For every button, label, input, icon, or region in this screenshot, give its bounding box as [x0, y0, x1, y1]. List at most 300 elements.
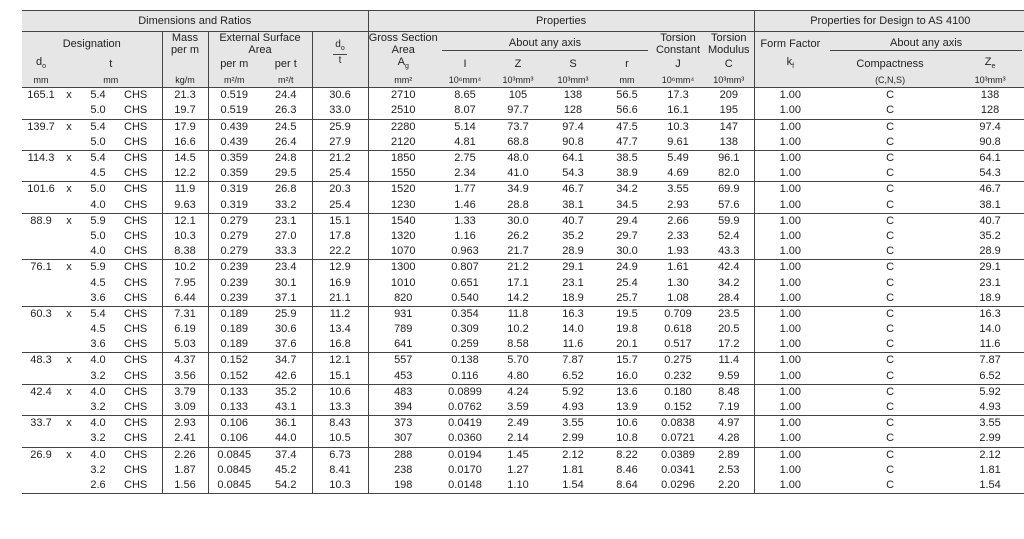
cell-j: 0.517 — [664, 338, 692, 351]
cell-compactness: C — [826, 213, 954, 229]
cell-area-per-m: 0.279 — [208, 213, 260, 229]
cell-ratio: 10.3 — [312, 478, 368, 494]
cell-c: 23.5 — [704, 306, 754, 322]
cell-ratio: 12.9 — [312, 260, 368, 276]
cell-compactness: C — [886, 89, 895, 102]
cell-t: 5.0 — [90, 135, 106, 148]
cell-mass: 3.09 — [162, 400, 208, 416]
cell-j: 16.1 — [667, 104, 689, 117]
cell-type: CHS — [124, 229, 148, 242]
table-row — [22, 150, 1024, 166]
cell-area-per-m: 0.0845 — [208, 447, 260, 463]
cell-ratio: 15.1 — [312, 213, 368, 229]
cell-ze: 128 — [980, 104, 1000, 117]
cell-compactness: C — [886, 323, 895, 336]
table-row — [22, 463, 1024, 478]
cell-compactness: C — [886, 401, 895, 414]
cell-area-per-t: 25.9 — [260, 306, 312, 322]
per-t-header: per t — [260, 56, 312, 73]
cell-area-per-m: 0.152 — [208, 369, 260, 385]
designation-header: Designation — [22, 32, 162, 57]
cell-s: 35.2 — [562, 229, 584, 242]
cell-ratio: 25.9 — [312, 119, 368, 135]
cell-ratio: 13.3 — [312, 400, 368, 416]
unit-i: 10⁶mm⁴ — [438, 73, 492, 88]
cell-mass: 10.2 — [162, 260, 208, 276]
cell-area-per-m: 0.439 — [208, 119, 260, 135]
cell-j: 5.49 — [652, 150, 704, 166]
cell-ze: 2.12 — [954, 447, 1024, 463]
per-m-header: per m — [208, 56, 260, 73]
cell-type: CHS — [118, 384, 162, 400]
cell-r: 29.7 — [616, 229, 638, 242]
cell-z: 8.58 — [507, 338, 529, 351]
cell-ratio: 15.1 — [312, 369, 368, 385]
cell-t: 5.4 — [78, 150, 118, 166]
cell-i: 4.81 — [454, 135, 476, 148]
cell-mass: 1.87 — [162, 463, 208, 478]
cell-area-per-t: 43.1 — [275, 401, 297, 414]
cell-i: 2.34 — [454, 167, 476, 180]
cell-do — [22, 135, 60, 151]
cell-i: 0.0899 — [438, 384, 492, 400]
cell-compactness: C — [886, 432, 895, 445]
cell-x: x — [60, 119, 78, 135]
cell-z: 17.1 — [507, 276, 529, 289]
cell-i: 1.77 — [438, 182, 492, 198]
cell-j: 1.93 — [667, 245, 689, 258]
cell-s: 40.7 — [544, 213, 602, 229]
unit-s: 10³mm³ — [544, 73, 602, 88]
cell-compactness: C — [886, 135, 895, 148]
sym-ag: $A_g$ — [368, 56, 438, 73]
cell-type: CHS — [118, 478, 162, 494]
about-axis-design-header: About any axis — [826, 32, 1024, 57]
cell-area-per-t: 37.4 — [260, 447, 312, 463]
cell-j: 0.0296 — [652, 478, 704, 494]
cell-area-per-m: 0.359 — [208, 150, 260, 166]
cell-compactness: C — [826, 260, 954, 276]
cell-compactness: C — [886, 291, 895, 304]
unit-ag: mm² — [368, 73, 438, 88]
cell-z: 28.8 — [507, 198, 529, 211]
cell-x: x — [66, 89, 72, 102]
cell-ag: 1520 — [368, 182, 438, 198]
unit-j: 10⁶mm⁴ — [652, 73, 704, 88]
cell-area-per-t: 30.1 — [275, 276, 297, 289]
cell-type: CHS — [124, 135, 148, 148]
cell-ze: 46.7 — [954, 182, 1024, 198]
cell-c: 57.6 — [718, 198, 740, 211]
cell-t: 5.4 — [78, 306, 118, 322]
cell-j: 0.0389 — [652, 447, 704, 463]
table-row — [22, 447, 1024, 463]
cell-kf: 1.00 — [754, 447, 826, 463]
cell-mass: 7.95 — [162, 275, 208, 290]
cell-do: 26.9 — [22, 447, 60, 463]
cell-area-per-m: 0.106 — [208, 416, 260, 432]
cell-kf: 1.00 — [754, 306, 826, 322]
cell-area-per-t: 27.0 — [275, 229, 297, 242]
cell-ze: 6.52 — [979, 369, 1001, 382]
cell-i: 1.46 — [454, 198, 476, 211]
cell-area-per-m: 0.319 — [208, 198, 260, 214]
ratio-numerator: $d_o$ — [333, 39, 346, 55]
cell-do: 33.7 — [22, 416, 60, 432]
cell-ag: 238 — [368, 463, 438, 478]
cell-z: 105 — [508, 89, 528, 102]
cell-mass: 7.31 — [162, 306, 208, 322]
cell-ag: 1850 — [368, 150, 438, 166]
cell-r: 15.7 — [602, 353, 652, 369]
cell-s: 128 — [563, 104, 583, 117]
cell-compactness: C — [886, 338, 895, 351]
cell-s: 4.93 — [562, 401, 584, 414]
cell-compactness: C — [826, 150, 954, 166]
cell-c: 20.5 — [718, 323, 740, 336]
cell-ze: 64.1 — [954, 150, 1024, 166]
cell-area-per-t: 37.6 — [275, 338, 297, 351]
cell-j: 10.3 — [652, 119, 704, 135]
cell-t: 3.2 — [90, 369, 106, 382]
cell-mass: 19.7 — [162, 103, 208, 119]
cell-ze: 2.99 — [979, 432, 1001, 445]
cell-type: CHS — [124, 401, 148, 414]
cell-area-per-m: 0.239 — [208, 291, 260, 307]
cell-kf: 1.00 — [754, 166, 826, 182]
cell-c: 11.4 — [704, 353, 754, 369]
cell-do: 48.3 — [22, 353, 60, 369]
cell-t: 4.5 — [90, 276, 106, 289]
cell-ze: 11.6 — [979, 338, 1001, 351]
table-row — [22, 182, 1024, 198]
cell-do — [22, 166, 60, 182]
cell-ze: 90.8 — [979, 135, 1001, 148]
cell-i: 5.14 — [438, 119, 492, 135]
cell-ratio: 30.6 — [312, 88, 368, 104]
cell-s: 2.12 — [544, 447, 602, 463]
cell-r: 47.7 — [616, 135, 638, 148]
cell-do: 165.1 — [27, 89, 55, 102]
cell-r: 19.8 — [616, 323, 638, 336]
cell-ratio: 8.43 — [312, 416, 368, 432]
sym-ze: $Z_e$ — [954, 56, 1024, 73]
cell-j: 0.152 — [664, 401, 692, 414]
cell-ag: 2710 — [368, 88, 438, 104]
cell-type: CHS — [118, 182, 162, 198]
cell-s: 2.99 — [562, 432, 584, 445]
cell-z: 10.2 — [507, 323, 529, 336]
cell-s: 97.4 — [544, 119, 602, 135]
cell-ze: 3.55 — [954, 416, 1024, 432]
cell-z: 1.45 — [492, 447, 544, 463]
cell-x: x — [60, 306, 78, 322]
cell-j: 0.180 — [652, 384, 704, 400]
unit-kf — [754, 73, 826, 88]
table-row — [22, 198, 1024, 214]
cell-kf: 1.00 — [754, 400, 826, 416]
cell-z: 21.7 — [507, 245, 529, 258]
cell-area-per-t: 33.2 — [275, 198, 297, 211]
cell-t: 3.2 — [90, 401, 106, 414]
cell-ze: 40.7 — [954, 213, 1024, 229]
cell-r: 13.9 — [616, 401, 638, 414]
cell-do — [22, 463, 60, 478]
cell-t: 5.9 — [78, 213, 118, 229]
table-row — [22, 260, 1024, 276]
cell-t: 4.0 — [78, 384, 118, 400]
cell-c: 8.48 — [704, 384, 754, 400]
cell-mass: 2.93 — [162, 416, 208, 432]
cell-x — [60, 198, 78, 214]
cell-kf: 1.00 — [754, 369, 826, 385]
cell-ze: 18.9 — [979, 291, 1001, 304]
cell-ratio: 20.3 — [312, 182, 368, 198]
cell-area-per-m: 0.152 — [208, 353, 260, 369]
table-body — [22, 88, 1024, 494]
cell-ag: 1010 — [368, 275, 438, 290]
torsion-constant-header: Torsion Constant — [652, 32, 704, 57]
cell-ag: 2510 — [368, 103, 438, 119]
cell-i: 0.0194 — [438, 447, 492, 463]
cell-type: CHS — [118, 150, 162, 166]
cell-j: 2.93 — [667, 198, 689, 211]
cell-x — [60, 166, 78, 182]
table-row — [22, 384, 1024, 400]
cell-ag: 557 — [368, 353, 438, 369]
cell-j: 9.61 — [667, 135, 689, 148]
cell-area-per-m: 0.133 — [208, 400, 260, 416]
cell-i: 0.0148 — [438, 478, 492, 494]
cell-z: 3.59 — [507, 401, 529, 414]
cell-x: x — [60, 150, 78, 166]
cell-mass: 17.9 — [162, 119, 208, 135]
cell-x — [60, 135, 78, 151]
cell-ratio: 13.4 — [312, 322, 368, 337]
cell-mass: 6.19 — [162, 322, 208, 337]
table-row — [22, 416, 1024, 432]
cell-kf: 1.00 — [754, 260, 826, 276]
cell-kf: 1.00 — [754, 103, 826, 119]
cell-j: 2.66 — [652, 213, 704, 229]
cell-ag: 820 — [368, 291, 438, 307]
cell-c: 82.0 — [718, 167, 740, 180]
cell-kf: 1.00 — [754, 198, 826, 214]
unit-mass: kg/m — [162, 73, 208, 88]
table-row — [22, 229, 1024, 244]
cell-ze: 97.4 — [954, 119, 1024, 135]
cell-i: 0.651 — [451, 276, 479, 289]
cell-c: 147 — [704, 119, 754, 135]
cell-r: 56.6 — [616, 104, 638, 117]
cell-compactness: C — [886, 229, 895, 242]
cell-do — [22, 229, 60, 244]
table-row — [22, 337, 1024, 353]
cell-t: 5.0 — [90, 104, 106, 117]
cell-t: 3.6 — [90, 338, 106, 351]
cell-z: 30.0 — [492, 213, 544, 229]
cell-z: 97.7 — [507, 104, 529, 117]
cell-kf: 1.00 — [754, 150, 826, 166]
cell-x: x — [60, 260, 78, 276]
cell-t: 5.4 — [90, 89, 106, 102]
cell-j: 1.61 — [652, 260, 704, 276]
cell-z: 34.9 — [492, 182, 544, 198]
cell-type: CHS — [118, 306, 162, 322]
cell-r: 10.8 — [616, 432, 638, 445]
cell-ag: 1550 — [368, 166, 438, 182]
cell-j: 3.55 — [652, 182, 704, 198]
cell-compactness: C — [886, 198, 895, 211]
cell-type: CHS — [124, 245, 148, 258]
cell-x — [60, 244, 78, 260]
cell-compactness: C — [826, 416, 954, 432]
cell-z: 11.8 — [492, 306, 544, 322]
cell-s: 29.1 — [544, 260, 602, 276]
cell-t: 4.0 — [90, 198, 106, 211]
table-header — [22, 11, 1024, 88]
cell-area-per-t: 54.2 — [260, 478, 312, 494]
cell-area-per-m: 0.0845 — [208, 478, 260, 494]
cell-z: 68.8 — [507, 135, 529, 148]
cell-compactness: C — [886, 167, 895, 180]
cell-j: 0.618 — [664, 323, 692, 336]
cell-t: 2.6 — [78, 478, 118, 494]
cell-x: x — [60, 182, 78, 198]
cell-c: 69.9 — [704, 182, 754, 198]
cell-t: 5.4 — [78, 119, 118, 135]
cell-do — [22, 431, 60, 447]
cell-do — [22, 478, 60, 494]
cell-x — [60, 369, 78, 385]
cell-ratio: 10.5 — [312, 431, 368, 447]
cell-s: 18.9 — [562, 291, 584, 304]
cell-mass: 3.79 — [162, 384, 208, 400]
cell-r: 30.0 — [616, 245, 638, 258]
table-row — [22, 478, 1024, 494]
cell-c: 2.89 — [704, 447, 754, 463]
cell-mass: 21.3 — [162, 88, 208, 104]
unit-t: mm — [60, 73, 162, 88]
cell-x: x — [60, 447, 78, 463]
cell-do: 76.1 — [22, 260, 60, 276]
cell-s: 14.0 — [562, 323, 584, 336]
cell-mass: 12.2 — [162, 166, 208, 182]
cell-do: 139.7 — [22, 119, 60, 135]
cell-r: 38.9 — [616, 167, 638, 180]
cell-type: CHS — [118, 213, 162, 229]
cell-ratio: 10.6 — [312, 384, 368, 400]
cell-area-per-m: 0.0845 — [208, 463, 260, 478]
cell-c: 4.97 — [704, 416, 754, 432]
cell-type: CHS — [124, 291, 148, 304]
cell-s: 16.3 — [544, 306, 602, 322]
cell-do: 114.3 — [22, 150, 60, 166]
cell-j: 0.275 — [652, 353, 704, 369]
cell-do — [22, 322, 60, 337]
cell-kf: 1.00 — [754, 322, 826, 337]
table-row — [22, 306, 1024, 322]
cell-ag: 288 — [368, 447, 438, 463]
cell-area-per-t: 36.1 — [260, 416, 312, 432]
cell-ratio: 11.2 — [312, 306, 368, 322]
table-row — [22, 291, 1024, 307]
cell-ze: 28.9 — [979, 245, 1001, 258]
cell-do — [22, 369, 60, 385]
cell-area-per-t: 23.4 — [260, 260, 312, 276]
sym-j: J — [652, 56, 704, 73]
cell-c: 28.4 — [718, 291, 740, 304]
cell-ag: 789 — [368, 322, 438, 337]
cell-x — [60, 337, 78, 353]
cell-ratio: 25.4 — [312, 198, 368, 214]
cell-ratio: 8.41 — [312, 463, 368, 478]
cell-area-per-m: 0.189 — [208, 306, 260, 322]
cell-type: CHS — [124, 369, 148, 382]
cell-ag: 1070 — [368, 244, 438, 260]
ratio-header — [312, 32, 368, 74]
cell-i: 0.116 — [451, 369, 479, 382]
table-row — [22, 369, 1024, 385]
sym-c: C — [704, 56, 754, 73]
cell-c: 209 — [719, 89, 738, 102]
cell-do — [22, 244, 60, 260]
cell-ag: 931 — [368, 306, 438, 322]
cell-area-per-m: 0.189 — [208, 322, 260, 337]
cell-x: x — [60, 213, 78, 229]
cell-x — [60, 463, 78, 478]
cell-r: 10.6 — [602, 416, 652, 432]
cell-mass: 11.9 — [162, 182, 208, 198]
cell-s: 138 — [563, 89, 583, 102]
cell-area-per-t: 42.6 — [275, 369, 297, 382]
cell-s: 7.87 — [544, 353, 602, 369]
group-dimensions-header: Dimensions and Ratios — [22, 11, 368, 32]
cell-j: 2.33 — [667, 229, 689, 242]
cell-area-per-t: 35.2 — [260, 384, 312, 400]
cell-area-per-m: 0.133 — [208, 384, 260, 400]
cell-type: CHS — [124, 104, 148, 117]
cell-ze: 38.1 — [979, 198, 1001, 211]
cell-area-per-m: 0.239 — [208, 275, 260, 290]
cell-r: 25.4 — [616, 276, 638, 289]
cell-z: 1.10 — [492, 478, 544, 494]
table-row — [22, 353, 1024, 369]
cell-z: 4.80 — [507, 369, 529, 382]
cell-type: CHS — [124, 463, 148, 476]
cell-s: 64.1 — [544, 150, 602, 166]
cell-ze: 4.93 — [979, 401, 1001, 414]
cell-s: 54.3 — [562, 167, 584, 180]
cell-compactness: C — [886, 276, 895, 289]
cell-ze: 1.54 — [954, 478, 1024, 494]
cell-ag: 198 — [368, 478, 438, 494]
cell-i: 0.309 — [451, 323, 479, 336]
cell-t: 5.9 — [78, 260, 118, 276]
cell-r: 19.5 — [602, 306, 652, 322]
cell-r: 34.5 — [616, 198, 638, 211]
cell-x — [60, 478, 78, 494]
cell-t: 3.2 — [90, 463, 106, 476]
cell-c: 138 — [719, 135, 738, 148]
cell-r: 24.9 — [602, 260, 652, 276]
mass-header: Mass per m — [162, 32, 208, 57]
cell-area-per-m: 0.359 — [208, 166, 260, 182]
unit-ratio — [312, 73, 368, 88]
cell-t: 4.0 — [78, 416, 118, 432]
cell-ag: 453 — [368, 369, 438, 385]
cell-c: 96.1 — [704, 150, 754, 166]
